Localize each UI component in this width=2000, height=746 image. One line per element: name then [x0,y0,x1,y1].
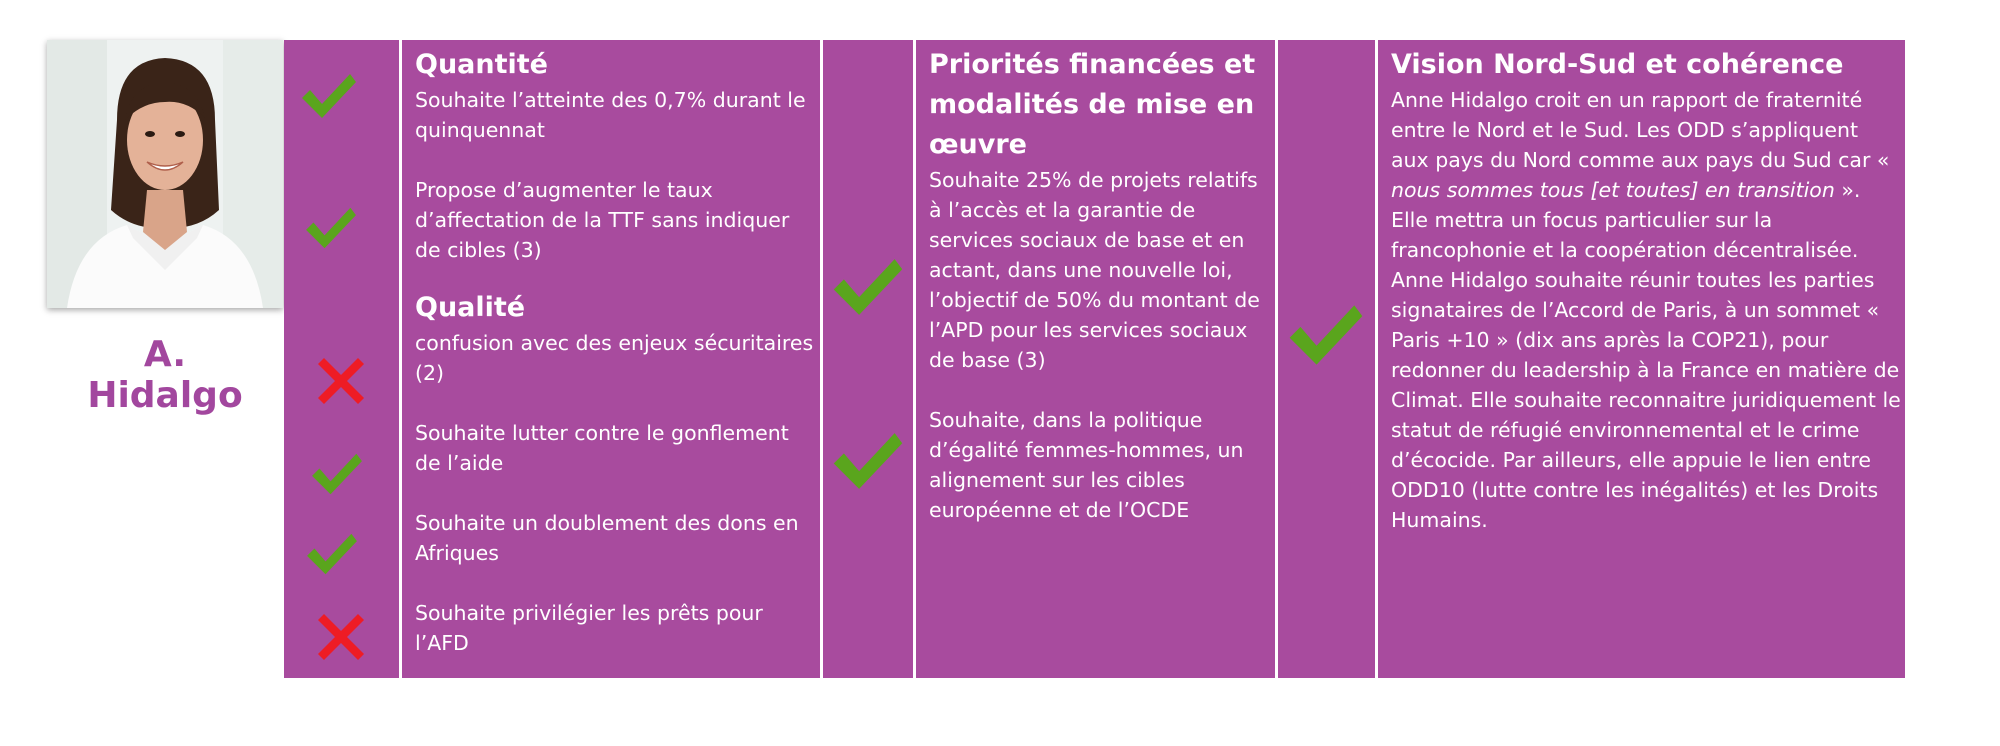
item-priorities-1: Souhaite 25% de projets relatifs à l’accès et la garantie de services sociaux de base et en actant, dans une nouvelle loi, l’objectif de 50% du montant de l’APD pour les services sociaux de base (3) [929,168,1260,372]
item-vision-1: Anne Hidalgo croit en un rapport de fraternité entre le Nord et le Sud. Les ODD s’appliquent aux pays du Nord comme aux pays du Sud car « nous sommes tous [et toutes] en transition ». Elle mettra un focus particulier sur la francophonie et la coopération décentralisée. [1391,88,1890,262]
cross-icon [314,354,368,408]
item-quality-2: Souhaite lutter contre le gonflement de l’aide [415,421,789,475]
cell-priorities [916,40,1275,678]
cell-quantity-quality [402,40,820,678]
portrait-image [47,40,283,308]
item-vision-2: Anne Hidalgo souhaite réunir toutes les parties signataires de l’Accord de Paris, à un sommet « Paris +10 » (dix ans après la COP21), pour redonner du leadership à la France en matière de Climat. Elle souhaite reconnaitre juridiquement le statut de réfugié environnemental et le crime d’écocide. Par ailleurs, elle appuie le lien entre ODD10 (lutte contre les inégalités) et les Droits Humains. [1391,268,1901,532]
heading-quantity: Quantité [415,49,548,80]
check-icon [305,530,359,578]
item-quality-4: Souhaite privilégier les prêts pour l’AFD [415,601,763,655]
candidate-photo [47,40,283,308]
item-quantity-1: Souhaite l’atteinte des 0,7% durant le quinquennat [415,88,806,142]
cell-marks-2 [823,40,913,678]
item-priorities-2: Souhaite, dans la politique d’égalité femmes-hommes, un alignement sur les cibles européenne et de l’OCDE [929,408,1244,522]
cross-icon [314,610,368,664]
check-icon [830,428,906,494]
heading-quality: Qualité [415,292,526,323]
item-quality-1: confusion avec des enjeux sécuritaires (2) [415,331,814,385]
heading-vision: Vision Nord-Sud et cohérence [1391,49,1844,80]
check-icon [300,70,358,122]
candidate-name: A. Hidalgo [87,334,243,416]
check-icon [1286,300,1366,370]
item-quality-3: Souhaite un doublement des dons en Afriques [415,511,799,565]
check-icon [830,254,906,320]
item-quantity-2: Propose d’augmenter le taux d’affectation de la TTF sans indiquer de cibles (3) [415,178,790,262]
heading-priorities: Priorités financées et modalités de mise en œuvre [929,49,1256,160]
cell-vision [1378,40,1905,678]
check-icon [310,450,364,498]
check-icon [304,204,358,252]
